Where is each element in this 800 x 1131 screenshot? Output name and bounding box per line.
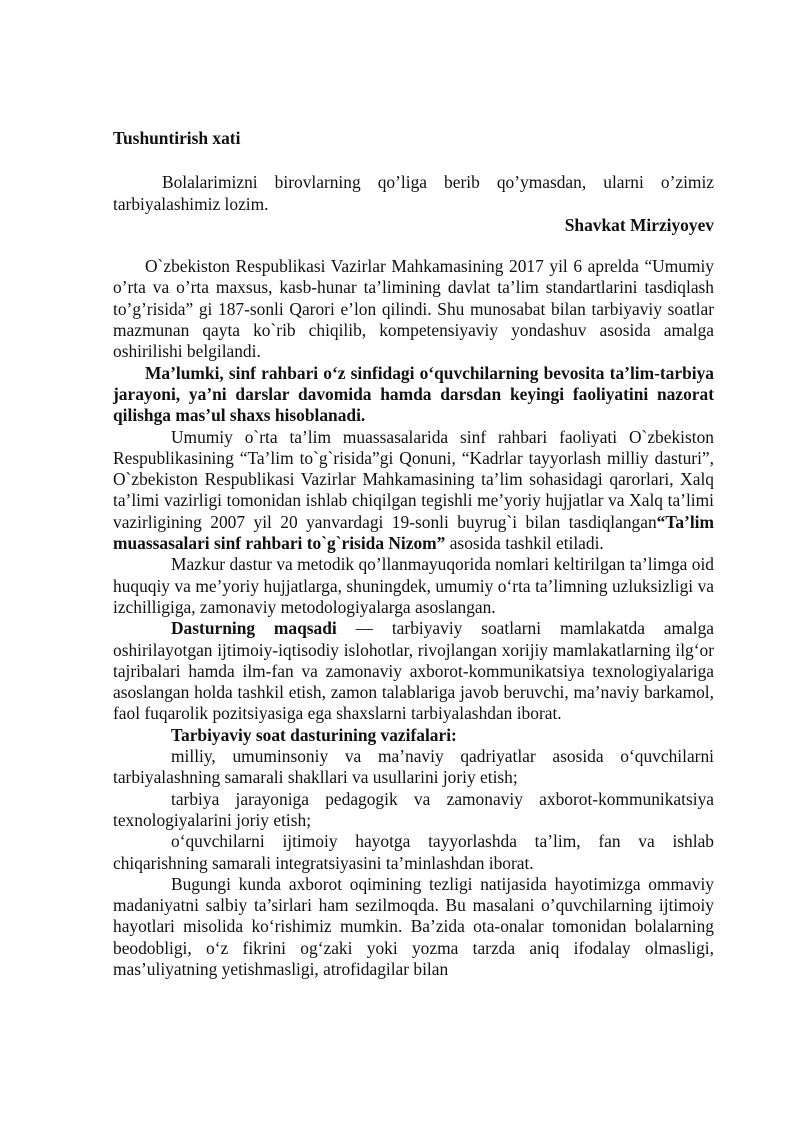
paragraph-text: Umumiy o`rta ta’lim muassasalarida sinf rahbari faoliyati O`zbekiston Respublikasining “Ta’lim to`g`risida”gi Qonuni, “Kadrlar tayyorlash milliy dasturi”, O`zbekiston Respublikasi Vazirlar Mahkamasining ta’lim sohasidagi qarorlari, Xalq ta’limi vazirligi tomonidan ishlab chiqilgan tegishli me’yoriy hujjatlar va Xalq ta’limi vazirligining 2007 yil 20 yanvardagi 19-sonli buyrug`i bilan tasdiqlangan: [113, 426, 714, 532]
task-item: milliy, umuminsoniy va ma’naviy qadriyatlar asosida o‘quvchilarni tarbiyalashning samarali shakllari va usullarini joriy etish;: [113, 746, 714, 788]
paragraph-legal-basis: [113, 427, 714, 555]
paragraph-tail: asosida tashkil etiladi.: [445, 533, 604, 554]
task-item: tarbiya jarayoniga pedagogik va zamonaviy axborot-kommunikatsiya texnologiyalarini joriy etish;: [113, 788, 714, 830]
paragraph-mass-culture: Bugungi kunda axborot oqimining tezligi natijasida hayotimizga ommaviy madaniyatni salbiy ta’sirlari ham sezilmoqda. Bu masalani o’quvchilarning ijtimoiy hayotlari misolida ko‘rishimiz mumkin. Ba’zida ota-onalar tomonidan bolalarning beodobligi, o‘z fikrini og‘zaki yoki yozma tarzda aniq ifodalay olmasligi, mas’uliyatning yetishmasligi, atrofidagilar bilan: [113, 873, 714, 979]
epigraph-quote: Bolalarimizni birovlarning qo’liga berib qo’ymasdan, ularni o’zimiz tarbiyalashimiz lozim.: [113, 172, 714, 214]
document-title: Tushuntirish xati: [113, 128, 241, 148]
bold-text: Dasturning maqsadi: [171, 618, 337, 639]
paragraph-text: — tarbiyaviy soatlarni mamlakatda amalga oshirilayotgan ijtimoiy-iqtisodiy islohotlar, rivojlangan xorijiy mamlakatlarning ilg‘or tajribalari hamda ilm-fan va zamonaviy axborot-kommunikatsiya texnologiyalariga asoslangan holda tashkil etish, zamon talablariga javob beruvchi, ma’naviy barkamol, faol fuqarolik pozitsiyasiga ega shaxslarni tarbiyalashdan iborat.: [113, 618, 714, 724]
paragraph-program-basis: Mazkur dastur va metodik qo’llanmayuqorida nomlari keltirilgan ta’limga oid huquqiy va me’yoriy hujjatlarga, shuningdek, umumiy o‘rta ta’limning uzluksizligi va izchilligiga, zamonaviy metodologiyalarga asoslangan.: [113, 554, 714, 617]
epigraph-author: Shavkat Mirziyoyev: [564, 214, 714, 235]
tasks-heading: [113, 725, 714, 746]
paragraph-decree: O`zbekiston Respublikasi Vazirlar Mahkamasining 2017 yil 6 aprelda “Umumiy o’rta va o’rta maxsus, kasb-hunar ta’limining davlat ta’lim standartlarini tasdiqlash to’g’risida” gi 187-sonli Qarori e’lon qilindi. Shu munosabat bilan tarbiyaviy soatlar mazmunan qayta ko`rib chiqilib, kompetensiyaviy yondashuv asosida amalga oshirilishi belgilandi.: [113, 256, 714, 362]
paragraph-program-goal: [113, 618, 714, 724]
bold-text: Tarbiyaviy soat dasturining vazifalari:: [171, 724, 457, 745]
bold-text: “Ta’lim muassasalari sinf rahbari to`g`risida Nizom”: [113, 511, 714, 554]
task-item: o‘quvchilarni ijtimoiy hayotga tayyorlashda ta’lim, fan va ishlab chiqarishning samarali integratsiyasini ta’minlashdan iborat.: [113, 831, 714, 873]
paragraph-class-teacher: [113, 363, 714, 427]
bold-text: Ma’lumki, sinf rahbari o‘z sinfidagi o‘quvchilarning bevosita ta’lim-tarbiya jarayoni, ya’ni darslar davomida hamda darsdan keyingi faoliyatini nazorat qilishga mas’ul shaxs hisoblanadi.: [113, 362, 714, 426]
